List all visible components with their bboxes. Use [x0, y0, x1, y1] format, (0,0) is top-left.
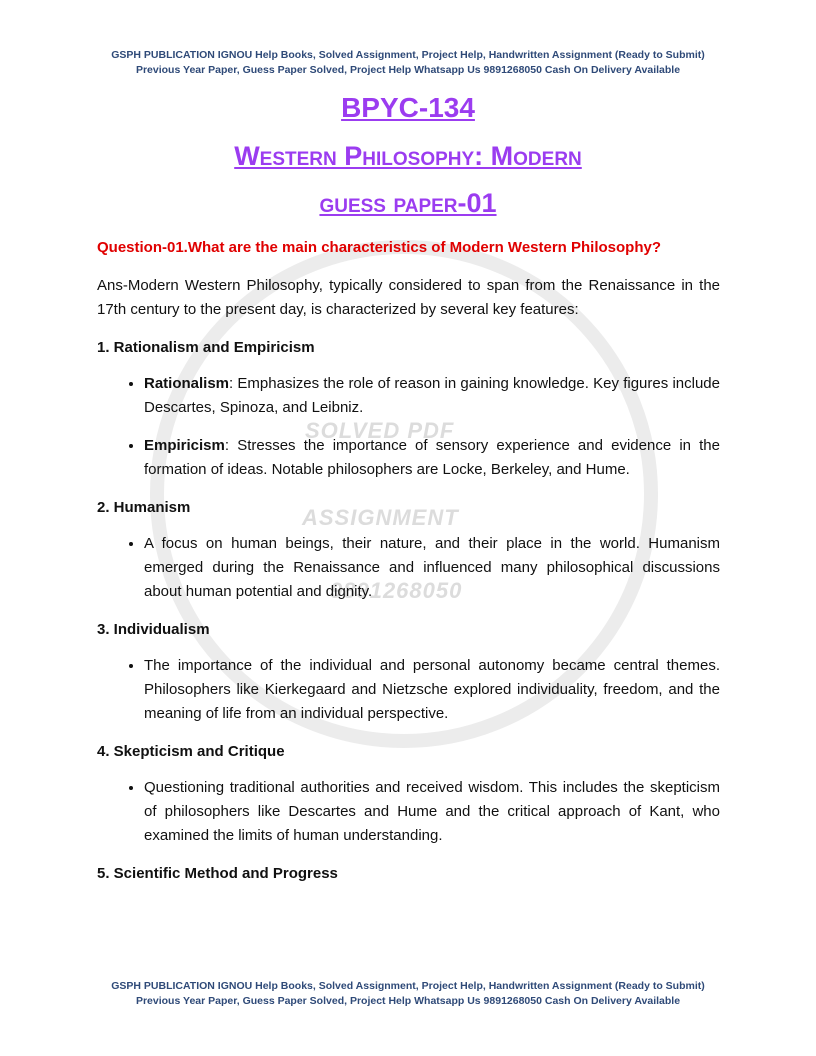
bullet-list — [97, 372, 720, 482]
watermark-text: ASSIGNMENT — [302, 505, 459, 530]
watermark-text: SOLVED PDF — [305, 418, 455, 443]
footer-line: Previous Year Paper, Guess Paper Solved, Project Help Whatsapp Us 9891268050 Cash On Delivery Available — [135, 995, 681, 1007]
list-item — [144, 776, 720, 848]
footer-line: GSPH PUBLICATION IGNOU Help Books, Solved Assignment, Project Help, Handwritten Assignment (Ready to Submit) — [111, 980, 705, 992]
section-heading: 4. Skepticism and Critique — [97, 743, 285, 760]
header-line: Previous Year Paper, Guess Paper Solved, Project Help Whatsapp Us 9891268050 Cash On Delivery Available — [135, 64, 681, 76]
question-heading: Question-01.What are the main characteristics of Modern Western Philosophy? — [97, 239, 662, 256]
intro-paragraph: Ans-Modern Western Philosophy, typically considered to span from the Renaissance in the 17th century to the present day, is characterized by several key features: — [97, 277, 720, 318]
course-code: BPYC-134 — [341, 92, 475, 123]
page-footer — [0, 979, 816, 1009]
page-header — [0, 48, 816, 78]
document-body — [97, 236, 720, 898]
list-item — [144, 654, 720, 726]
section-heading: 2. Humanism — [97, 499, 191, 516]
section-heading: 1. Rationalism and Empiricism — [97, 339, 315, 356]
list-item-text: The importance of the individual and personal autonomy became central themes. Philosophers like Kierkegaard and Nietzsche explored individuality, freedom, and the meaning of life from an individual perspective. — [144, 657, 720, 722]
bullet-list — [97, 776, 720, 848]
list-item-text: A focus on human beings, their nature, and their place in the world. Humanism emerged during the Renaissance and influenced many philosophical discussions about human potential and dignity. — [144, 535, 720, 600]
section-heading: 5. Scientific Method and Progress — [97, 865, 338, 882]
bullet-list — [97, 654, 720, 726]
list-item-term: Rationalism — [144, 375, 230, 392]
header-line: GSPH PUBLICATION IGNOU Help Books, Solved Assignment, Project Help, Handwritten Assignment (Ready to Submit) — [111, 49, 705, 61]
list-item-term: Empiricism — [144, 437, 225, 454]
bullet-list — [97, 532, 720, 604]
list-item-text: : Stresses the importance of sensory experience and evidence in the formation of ideas. Notable philosophers are Locke, Berkeley, and Hume. — [144, 437, 720, 478]
list-item-text: : Emphasizes the role of reason in gaining knowledge. Key figures include Descartes, Spinoza, and Leibniz. — [144, 375, 720, 416]
list-item — [144, 532, 720, 604]
list-item — [144, 372, 720, 420]
course-title: Western Philosophy: Modern — [234, 141, 582, 171]
list-item — [144, 434, 720, 482]
watermark-text: 9891268050 — [330, 578, 463, 603]
paper-title: guess paper-01 — [319, 188, 497, 218]
section-heading: 3. Individualism — [97, 621, 210, 638]
list-item-text: Questioning traditional authorities and received wisdom. This includes the skepticism of philosophers like Descartes and Hume and the critical approach of Kant, who examined the limits of human understanding. — [144, 779, 720, 844]
